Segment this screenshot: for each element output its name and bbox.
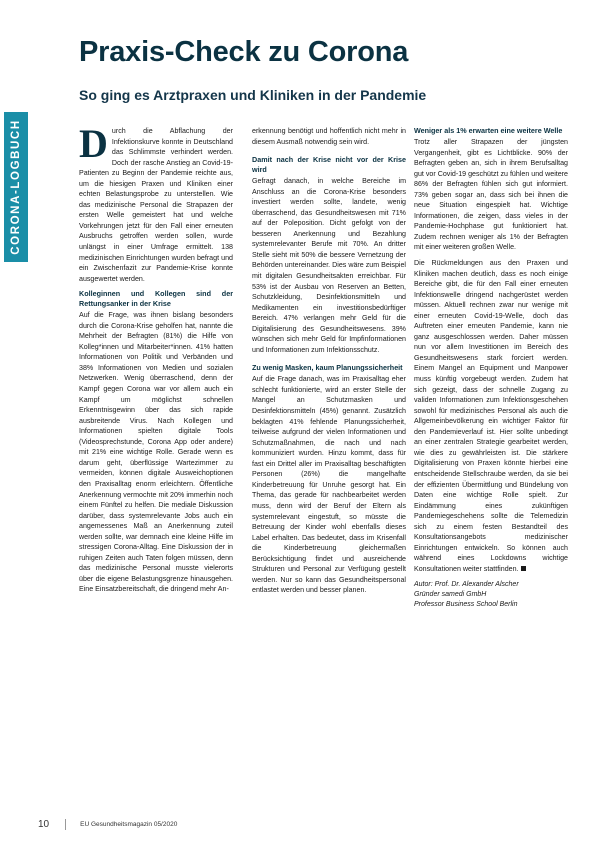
body-paragraph <box>414 258 568 574</box>
closing-text: Die Rückmeldungen aus den Praxen und Kliniken machen deutlich, dass es noch einige Bereiche gibt, die für den Fall einer erneuten Infektionswelle dringend nachgerüstet werden müssen. Aktuell rechnen zwar nur wenige mit einer erneuten Covid-19-Welle, doch das Auftreten einer erneuten Pandemie, kann nie ganz ausgeschlossen werden. Daher müssen nun vor allem Investitionen im Bereich des Gesundheitswesens stark forciert werden. Einem Mangel an Equipment und Manpower muss künftig vorgebeugt werden. Zudem hat sich gezeigt, dass der schnelle Zugang zu validen Informationen zum Infektionsgeschehen sowohl für medizinisches Personal als auch die Allgemeinbevölkerung ein wichtiger Faktor für den Pandemieverlauf ist. Hier sollte unbedingt an einer zentralen Strategie gearbeitet werden, wie dies zu gewährleisten ist. Die stärkere Digitalisierung von Praxen könnte hierbei eine entscheidende Stellschraube werden, da sie bei der effizienten Übermittlung und Bündelung von Daten eine wichtige Rolle spielt. Zur Eindämmung eines zukünftigen Pandemiegeschehens sollte die Telemedizin sich zu einem festen Bestandteil des Konsultationsangebots medizinischer Einrichtungen entwickeln. So können auch während eines Lockdowns wichtige Konsultationen weiter stattfinden. <box>414 259 568 573</box>
body-paragraph: erkennung benötigt und hoffentlich nicht mehr in diesem Ausmaß notwendig sein wird. <box>252 127 406 146</box>
author-role: Gründer samedi GmbH <box>414 591 487 599</box>
section-tab <box>4 112 28 262</box>
page-number: 10 <box>38 819 50 830</box>
section-heading-after-crisis: Damit nach der Krise nicht vor der Krise wird <box>252 155 406 175</box>
footer-divider <box>65 819 66 830</box>
section-heading-masks: Zu wenig Masken, kaum Planungssicherheit <box>252 363 403 373</box>
article-column-2 <box>252 126 406 601</box>
author-affiliation: Professor Business School Berlin <box>414 601 518 609</box>
author-name: Autor: Prof. Dr. Alexander Alscher <box>414 581 519 589</box>
body-paragraph: Auf die Frage, was ihnen bislang besonders durch die Corona-Krise geholfen hat, nannte die Mehrheit der Befragten (81%) die Hilfe von Kolleg*innen und Mitarbeiter*innen. 41% hatten Informationen von Politik und Verbänden und 38% Informationen von Medien und sozialen Netzwerken. Wenig überraschend, denn der Kampf gegen Corona war vor allem auch ein Kampf um möglichst schnellen Erkenntnisgewinn über das sich rapide ausbreitende Virus. Nach Kollegen und Informationen spielten digitale Tools (Videosprechstunde, Corona App oder andere) mit 21% eine wichtige Rolle. Gerade wenn es darum geht, überflüssige Wartezimmer zu vermeiden, können digitale Ausweichoptionen den Praxisalltag enorm erleichtern. Öffentliche Anerkennung vermochte mit 20% immerhin noch einem Fünftel zu helfen. Die mediale Diskussion darüber, dass systemrelevante Jobs auch ein angemessenes Maß an Anerkennung zuteil werden sollte, war demnach eine kleine Hilfe im stressigen Corona-Alltag. Eine Diskussion der in ruhigen Zeiten auch Taten folgen müssen, denn das medizinische Personal musste vielerorts über die eigene Belastungsgrenze hinausgehen. Eine Einsatzbereitschaft, die dringend mehr An- <box>79 311 233 594</box>
section-tab-label: CORONA-LOGBUCH <box>10 119 22 255</box>
page-footer <box>38 819 177 830</box>
end-mark-icon <box>521 566 526 571</box>
section-heading-wave: Weniger als 1% erwarten eine weitere Welle <box>414 126 563 135</box>
body-paragraph: Trotz aller Strapazen der jüngsten Vergangenheit, gibt es Lichtblicke. 90% der Befragten geben an, sich in ihrem Berufsalltag gut vor Covid-19 geschützt zu fühlen und weitere 86% der Befragten fühlen sich gut informiert. 73% geben sogar an, dass sich bei ihnen die neue Situation eingespielt hat. Wichtige Informationen, die zeigen, dass vieles in der Pandemie-Hochphase gut funktioniert hat. Zudem rechnen weniger als 1% der Befragten mit einer weiteren großen Welle. <box>414 138 568 252</box>
dropcap-letter: D <box>79 121 108 166</box>
section-heading-colleagues: Kolleginnen und Kollegen sind der Rettungsanker in der Krise <box>79 289 233 309</box>
intro-paragraph <box>79 121 233 284</box>
author-info <box>414 580 568 610</box>
article-subtitle: So ging es Arztpraxen und Kliniken in der Pandemie <box>79 87 427 103</box>
body-paragraph: Auf die Frage danach, was im Praxisalltag eher schlecht funktionierte, wird an erster Stelle der Mangel an Schutzmasken und Desinfektionsmitteln (45%) genannt. Zusätzlich beklagten 41% fehlende Planungssicherheit, teilweise aufgrund der vielen Informationen und Schutzmaßnahmen, die nach und nach kommuniziert wurden. Hinzu kommt, dass für fast ein Drittel aller im Praxisalltag beschäftigten Personen (26%) die mangelhafte Kinderbetreuung für Unruhe gesorgt hat. Ein Thema, das gerade für nachbearbeitet werden muss, denn wird der Beruf der Eltern als systemrelevant eingestuft, so müsste die Betreuung der Kinder wohl ebenfalls dieses Label erhalten. Das bedeutet, dass im Krisenfall die Kinderbetreuung gleichermaßen Berücksichtigung findet und ausreichende Strukturen und Personal zur Verfügung gestellt werden. Nur so kann das Gesundheitspersonal entlastet werden und besser planen. <box>252 375 406 595</box>
body-paragraph: Gefragt danach, in welche Bereiche im Anschluss an die Corona-Krise besonders investiert werden sollte, landete, wenig überraschend, das Gesundheitswesen mit 71% auf der Poleposition. Dicht gefolgt von der besseren Anerkennung und Bezahlung systemrelevanter Berufe mit 70%. An dritter Stelle sieht mit 50% die bessere Vernetzung der Behörden untereinander. Dies wäre zum Beispiel mit digitalen Gesundheitsakten erreichbar. Für 53% ist der Ausbau von Reserven an Betten, Schutzkleidung, Desinfektionsmitteln und Medikamenten ein investitionsbedürftiger Bereich. 47% verlangen mehr Geld für die Digitalisierung des Gesundheitswesens. 39% wünschen sich mehr Geld für Impfinformationen und Informationen zum Infektionsschutz. <box>252 177 406 354</box>
intro-text: urch die Abflachung der Infektionskurve konnte in Deutschland das Schlimmste verhindert werden. Doch der rasche Anstieg an Covid-19-Patienten zu Beginn der Pandemie reichte aus, um die hiesigen Praxen und Kliniken einer echten Belastungsprobe zu unterstellen. Wie das medizinische Personal die Strapazen der ersten Welle gemeistert hat und welche Vorkehrungen jetzt für den Fall einer erneuten Ausbruchs getroffen werden sollen, wurde unlängst in einer Umfrage ermittelt. 138 medizinischen Einrichtungen wurden befragt und ein Zwischenfazit zur Pandemie-Krise konnte ausgewertet werden. <box>79 127 233 283</box>
article-column-1 <box>79 121 233 600</box>
article-column-3 <box>414 126 568 610</box>
article-title: Praxis-Check zu Corona <box>79 36 409 68</box>
publication-name: EU Gesundheitsmagazin 05/2020 <box>80 821 178 829</box>
